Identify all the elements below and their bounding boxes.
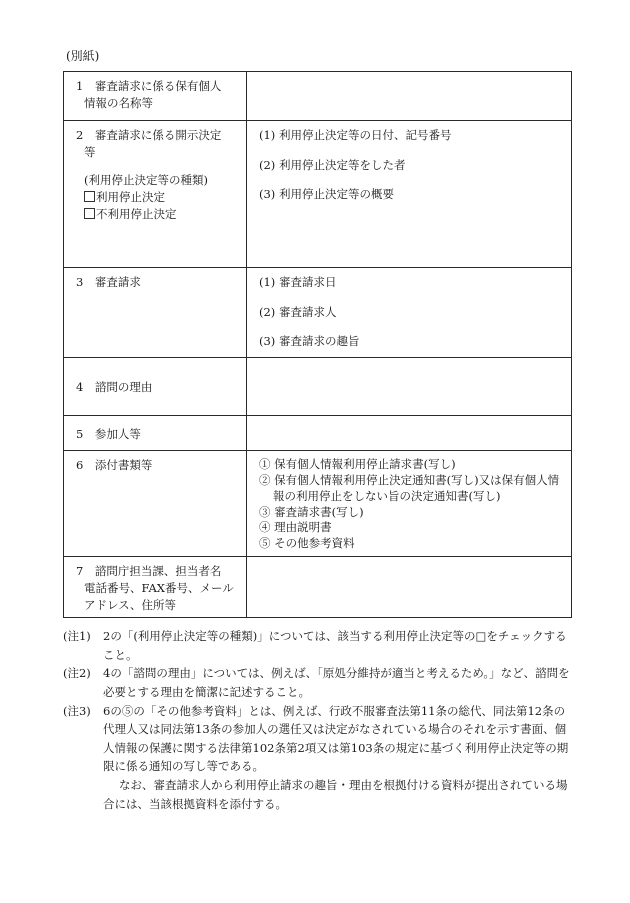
row-label-text: 添付書類等 bbox=[94, 458, 153, 472]
row-value bbox=[247, 268, 572, 358]
row-label-text: 参加人等 bbox=[94, 426, 141, 441]
checkbox-label: 利用停止決定 bbox=[96, 190, 165, 205]
list-item: (2) 審査請求人 bbox=[259, 304, 337, 319]
row-label-text: 審査請求に係る保有個人 bbox=[94, 79, 222, 93]
checkbox-icon[interactable] bbox=[84, 208, 95, 219]
list-item: (3) 審査請求の趣旨 bbox=[259, 334, 360, 349]
checkbox-stop-decision[interactable] bbox=[76, 189, 238, 206]
list-item: ⑤ その他参考資料 bbox=[259, 536, 355, 551]
decision-type-heading: (利用停止決定等の種類) bbox=[84, 173, 208, 188]
list-item: ④ 理由説明書 bbox=[259, 520, 332, 535]
table-row bbox=[64, 358, 572, 416]
list-item: (1) 審査請求日 bbox=[259, 275, 337, 289]
row-number: 7 bbox=[76, 564, 84, 579]
row-label-text: アドレス、住所等 bbox=[84, 597, 176, 612]
referral-form-table bbox=[63, 71, 572, 618]
row-number: 6 bbox=[76, 458, 84, 472]
row-label-text: 等 bbox=[84, 144, 96, 159]
row-label bbox=[64, 557, 247, 618]
row-label bbox=[64, 72, 247, 121]
attachment-label: (別紙) bbox=[66, 49, 100, 63]
table-row bbox=[64, 121, 572, 268]
table-row bbox=[64, 72, 572, 121]
row-number: 4 bbox=[76, 380, 84, 395]
list-item: ② 保有個人情報利用停止決定通知書(写し)又は保有個人情 bbox=[259, 472, 560, 487]
table-row bbox=[64, 416, 572, 451]
closing-paragraph: なお、審査請求人から利用停止請求の趣旨・理由を根拠付ける資料が提出されている場合には、当該根拠資料を添付する。 bbox=[103, 778, 568, 811]
row-label-text: 諮問庁担当課、担当者名 bbox=[94, 564, 222, 579]
list-item: ① 保有個人情報利用停止請求書(写し) bbox=[259, 457, 456, 471]
row-label bbox=[64, 451, 247, 557]
checkbox-non-stop-decision[interactable] bbox=[76, 206, 238, 223]
notes-section bbox=[63, 627, 575, 813]
note-tag: (注3) bbox=[63, 703, 91, 718]
row-label bbox=[64, 416, 247, 451]
row-value bbox=[247, 121, 572, 268]
table-row bbox=[64, 268, 572, 358]
note-tag: (注1) bbox=[63, 629, 91, 643]
note-3 bbox=[63, 702, 575, 777]
row-label-text: 情報の名称等 bbox=[84, 95, 153, 110]
list-item: 報の利用停止をしない旨の決定通知書(写し) bbox=[273, 488, 501, 503]
note-1 bbox=[63, 627, 575, 664]
checkbox-icon[interactable] bbox=[84, 191, 95, 202]
note-text: 2の「(利用停止決定等の種類)」については、該当する利用停止決定等の□をチェックすること。 bbox=[103, 629, 567, 662]
table-row bbox=[64, 451, 572, 557]
list-item: ③ 審査請求書(写し) bbox=[259, 504, 364, 519]
note-text: 6の⑤の「その他参考資料」とは、例えば、行政不服審査法第11条の総代、同法第12条の代理人又は同法第13条の参加人の選任又は決定がなされている場合のそれを示す書面、個人情報の保護に関する法律第102条第2項又は第103条の規定に基づく利用停止決定等の期限に係る通知の写し等である。 bbox=[103, 703, 569, 774]
row-label-text: 審査請求 bbox=[94, 275, 141, 289]
row-value[interactable] bbox=[247, 557, 572, 618]
list-item: (3) 利用停止決定等の概要 bbox=[259, 187, 394, 202]
note-tag: (注2) bbox=[63, 666, 91, 681]
row-label-text: 諮問の理由 bbox=[94, 380, 153, 395]
table-row bbox=[64, 557, 572, 618]
row-value[interactable] bbox=[247, 416, 572, 451]
row-number: 5 bbox=[76, 426, 84, 441]
row-label-text: 電話番号、FAX番号、メール bbox=[84, 580, 234, 595]
row-label bbox=[64, 268, 247, 358]
row-value[interactable] bbox=[247, 358, 572, 416]
row-label bbox=[64, 121, 247, 268]
note-2 bbox=[63, 664, 575, 701]
row-number: 2 bbox=[76, 128, 84, 142]
row-value bbox=[247, 451, 572, 557]
list-item: (1) 利用停止決定等の日付、記号番号 bbox=[259, 128, 452, 142]
row-label bbox=[64, 358, 247, 416]
checkbox-label: 不利用停止決定 bbox=[96, 206, 177, 221]
row-number: 3 bbox=[76, 275, 84, 289]
row-value[interactable] bbox=[247, 72, 572, 121]
list-item: (2) 利用停止決定等をした者 bbox=[259, 157, 406, 172]
row-label-text: 審査請求に係る開示決定 bbox=[94, 128, 222, 142]
note-text: 4の「諮問の理由」については、例えば、「原処分維持が適当と考えるため。」など、諮問を必要とする理由を簡潔に記述すること。 bbox=[103, 666, 570, 699]
row-number: 1 bbox=[76, 79, 84, 93]
